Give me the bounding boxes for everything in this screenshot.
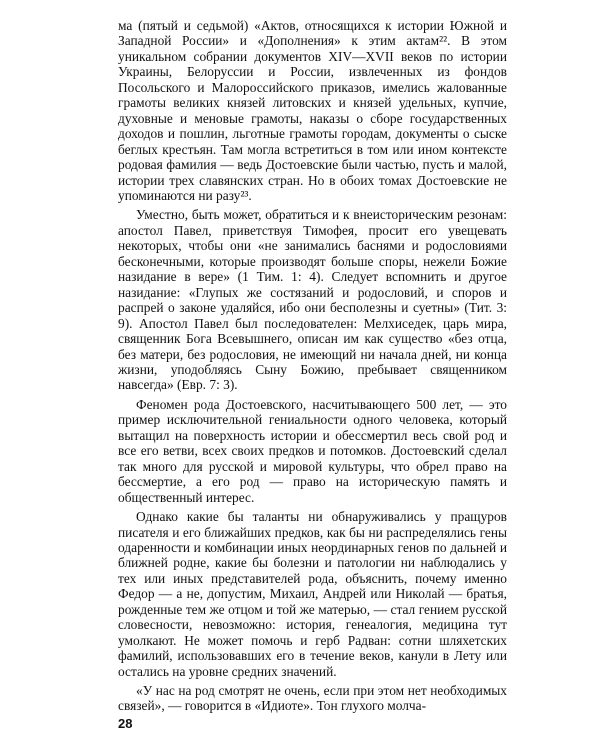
paragraph-5: «У нас на род смотрят не очень, если при этом нет необходимых связей», — говорится в «Идиоте». Тон глухого молча- bbox=[118, 683, 507, 714]
paragraph-4: Однако какие бы таланты ни обнаруживались у пращуров писателя и его ближайших предков, как бы ни распределялись гены одаренности и комбинации иных неординарных генов по дальней и ближней родне, какие бы болезни и патологии ни наблюдались у тех или иных представителей рода, объяснить, почему именно Федор — а не, допустим, Михаил, Андрей или Николай — братья, рожденные тем же отцом и той же матерью, — стал гением русской словесности, невозможно: история, генеалогия, медицина тут умолкают. Не может помочь и герб Радван: сотни шляхетских фамилий, использовавших его в течение веков, канули в Лету или остались на уровне средних значений. bbox=[118, 509, 507, 679]
paragraph-3: Феномен рода Достоевского, насчитывающего 500 лет, — это пример исключительной гениальности одного человека, который вытащил на поверхность истории и обессмертил весь свой род и все его ветви, всех своих предков и потомков. Достоевский сделал так много для русской и мировой культуры, что обрел право на бессмертие, а его род — право на историческую память и общественный интерес. bbox=[118, 396, 507, 505]
page-number: 28 bbox=[118, 716, 133, 731]
paragraph-2: Уместно, быть может, обратиться и к внеисторическим резонам: апостол Павел, приветствуя Тимофея, просит его увещевать некоторых, чтобы они «не занимались баснями и родословиями бесконечными, которые производят больше споры, нежели Божие назидание в вере» (1 Тим. 1: 4). Следует вспомнить и другое назидание: «Глупых же состязаний и родословий, и споров и распрей о законе удаляйся, ибо они бесполезны и суетны» (Тит. 3: 9). Апостол Павел был последователен: Мелхиседек, царь мира, священник Бога Всевышнего, описан им как существо «без отца, без матери, без родословия, не имеющий ни начала дней, ни конца жизни, уподобляясь Сыну Божию, пребывает священником навсегда» (Евр. 7: 3). bbox=[118, 207, 507, 393]
paragraph-1: ма (пятый и седьмой) «Актов, относящихся к истории Южной и Западной России» и «Дополнения» к этим актам²². В этом уникальном собрании документов XIV—XVII веков по истории Украины, Белоруссии и России, извлеченных из фондов Посольского и Малороссийского приказов, имелись жалованные грамоты великих князей литовских и князей удельных, купчие, духовные и меновые грамоты, наказы о сборе государственных доходов и пошлин, льготные грамоты городам, документы о сыске беглых крестьян. Там могла встретиться в том или ином контексте родовая фамилия — ведь Достоевские были частью, пусть и малой, истории трех славянских стран. Но в обоих томах Достоевские не упоминаются ни разу²³. bbox=[118, 18, 507, 203]
text-column bbox=[118, 18, 507, 714]
